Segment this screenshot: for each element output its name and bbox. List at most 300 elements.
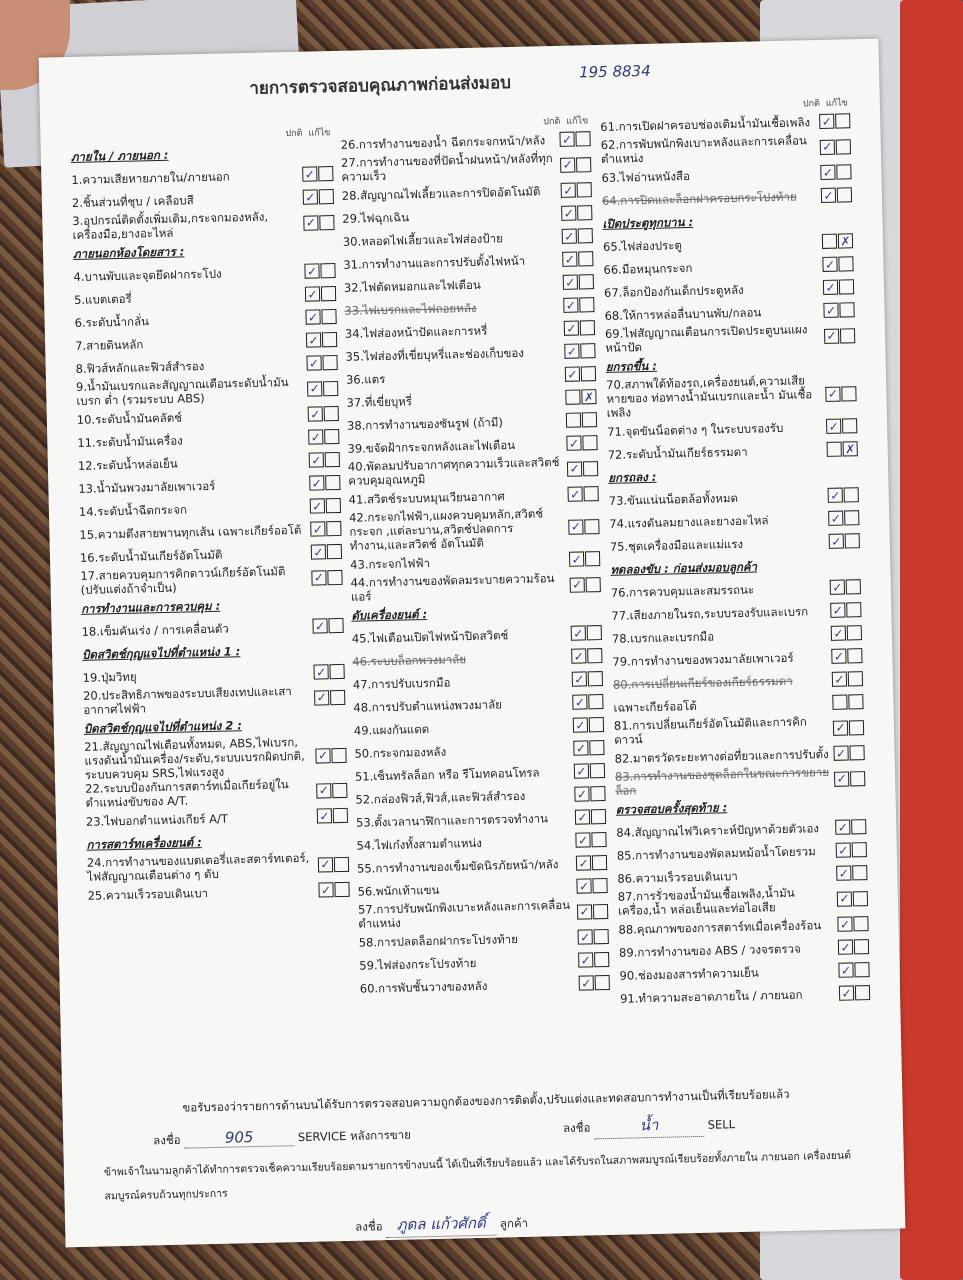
item-label: ยกรถลง : [608, 469, 657, 485]
checkbox-pair [831, 648, 862, 664]
normal-checkbox[interactable]: ✓ [570, 577, 585, 592]
fix-checkbox[interactable] [580, 320, 595, 335]
item-label: 20.ประสิทธิภาพของระบบเสียงเทปและเสาอากาศไฟฟ้า [82, 684, 292, 717]
fix-checkbox[interactable] [582, 435, 597, 450]
fix-checkbox[interactable] [836, 164, 851, 179]
fix-checkbox[interactable] [854, 962, 869, 977]
fix-checkbox[interactable]: ✗ [838, 233, 853, 248]
checkbox-pair [836, 865, 867, 881]
normal-checkbox[interactable]: ✓ [303, 189, 318, 204]
fix-checkbox[interactable] [590, 763, 605, 778]
normal-checkbox[interactable]: ✓ [317, 808, 332, 823]
item-label: 69.ไฟสัญญาณเตือนการเปิดประตูบนแผงหน้าปัด [604, 322, 808, 355]
normal-checkbox[interactable]: ✓ [307, 381, 322, 396]
item-label: ดับเครื่องยนต์ : [351, 606, 428, 623]
fix-checkbox[interactable] [327, 544, 342, 559]
normal-checkbox[interactable]: ✓ [306, 332, 321, 347]
fix-checkbox[interactable] [334, 856, 349, 871]
fix-checkbox[interactable] [838, 256, 853, 271]
item-label: 15.ความตึงสายพานทุกเส้น เฉพาะเกียร์ออโต้ [79, 522, 302, 542]
fix-checkbox[interactable] [324, 429, 339, 444]
fix-checkbox[interactable] [327, 569, 342, 584]
rows-container [71, 139, 350, 907]
checkbox-pair [311, 569, 342, 585]
normal-checkbox[interactable]: ✓ [833, 745, 848, 760]
fix-checkbox[interactable] [853, 891, 868, 906]
normal-checkbox[interactable]: ✓ [316, 783, 331, 798]
item-label: 38.การทำงานของซันรูฟ (ถ้ามี) [346, 414, 504, 433]
fix-checkbox[interactable] [848, 671, 863, 686]
fix-checkbox[interactable] [329, 664, 344, 679]
fix-checkbox[interactable] [584, 519, 599, 534]
normal-checkbox[interactable]: ✓ [566, 435, 581, 450]
fix-checkbox[interactable] [836, 139, 851, 154]
normal-checkbox[interactable]: ✓ [564, 343, 579, 358]
fix-checkbox[interactable] [328, 618, 343, 633]
normal-checkbox[interactable]: ✓ [561, 183, 576, 198]
item-label: 57.การปรับพนักพิงเบาะหลังและการเคลื่อน ตำแหน่ง [357, 897, 571, 931]
checklist-column-3 [600, 95, 871, 1009]
sign-label: ลงชื่อ [153, 1132, 181, 1148]
normal-checkbox[interactable]: ✓ [572, 694, 587, 709]
normal-checkbox[interactable]: ✓ [312, 618, 327, 633]
fix-checkbox[interactable] [854, 939, 869, 954]
fix-checkbox[interactable] [853, 916, 868, 931]
item-label: 28.สัญญาณไฟเลี้ยวและการปิดอัตโนมัติ [341, 183, 541, 203]
normal-checkbox[interactable]: ✓ [578, 929, 593, 944]
item-label: 61.การเปิดฝาครอบช่องเติมน้ำมันเชื้อเพลิง [600, 114, 811, 134]
normal-checkbox[interactable]: ✓ [820, 165, 835, 180]
item-label: 51.เซ็นทรัลล็อก หรือ รีโมทคอนโทรล [354, 765, 540, 784]
item-label: 31.การทำงานและการปรับตั้งไฟหน้า [343, 253, 526, 272]
normal-checkbox[interactable]: ✓ [838, 962, 853, 977]
fix-checkbox[interactable] [591, 832, 606, 847]
fix-checkbox[interactable] [589, 717, 604, 732]
checkbox-pair [574, 763, 605, 779]
fix-checkbox[interactable] [324, 406, 339, 421]
fix-checkbox[interactable]: ✗ [581, 389, 596, 404]
fix-checkbox[interactable] [321, 286, 336, 301]
fix-checkbox[interactable] [839, 279, 854, 294]
normal-checkbox[interactable]: ✓ [315, 748, 330, 763]
fix-checkbox[interactable] [319, 189, 334, 204]
normal-checkbox[interactable]: ✓ [309, 452, 324, 467]
checkbox-pair [310, 498, 341, 514]
item-label: ยกรถขึ้น : [605, 358, 658, 374]
normal-checkbox[interactable]: ✓ [567, 461, 582, 476]
normal-checkbox[interactable] [827, 442, 842, 457]
checkbox-pair [315, 747, 346, 763]
fix-checkbox[interactable] [846, 602, 861, 617]
normal-checkbox[interactable]: ✓ [839, 985, 854, 1000]
checkbox-pair [307, 380, 338, 396]
item-label: ตรวจสอบครั้งสุดท้าย : [615, 799, 728, 817]
checkbox-pair [573, 740, 604, 756]
normal-checkbox[interactable]: ✓ [575, 809, 590, 824]
normal-checkbox[interactable]: ✓ [820, 139, 835, 154]
fix-header: แก้ไข [566, 116, 589, 127]
item-label: 91.ทำความสะอาดภายใน / ภายนอก [619, 987, 803, 1006]
item-label: 81.การเปลี่ยนเกียร์อัตโนมัติและการคิกดาวน์ [613, 714, 807, 747]
normal-checkbox[interactable]: ✓ [573, 740, 588, 755]
fix-checkbox[interactable] [842, 418, 857, 433]
fix-checkbox[interactable] [593, 903, 608, 918]
fix-checkbox[interactable] [848, 694, 863, 709]
item-label: 44.การทำงานของพัดลมระบายความร้อนแอร์ [350, 571, 555, 604]
normal-checkbox[interactable]: ✓ [572, 671, 587, 686]
normal-checkbox[interactable]: ✓ [306, 355, 321, 370]
fix-checkbox[interactable] [588, 694, 603, 709]
checkbox-pair [578, 952, 609, 968]
item-label: 49.แผงกันแดด [353, 721, 430, 738]
fix-checkbox[interactable]: ✗ [843, 441, 858, 456]
checkbox-pair [825, 386, 856, 402]
checkbox-pair [579, 975, 610, 991]
normal-checkbox[interactable]: ✓ [571, 648, 586, 663]
normal-checkbox[interactable]: ✓ [305, 286, 320, 301]
normal-checkbox[interactable]: ✓ [302, 166, 317, 181]
normal-checkbox[interactable]: ✓ [830, 580, 845, 595]
item-label: 13.น้ำมันพวงมาลัยเพาเวอร์ [78, 478, 216, 496]
checkbox-pair [828, 487, 859, 503]
item-label: 72.ระดับน้ำมันเกียร์ธรรมดา [607, 444, 748, 462]
normal-checkbox[interactable]: ✓ [822, 257, 837, 272]
fix-checkbox[interactable] [318, 166, 333, 181]
normal-checkbox[interactable]: ✓ [838, 939, 853, 954]
fix-checkbox[interactable] [847, 648, 862, 663]
normal-checkbox[interactable]: ✓ [837, 891, 852, 906]
normal-checkbox[interactable]: ✓ [564, 320, 579, 335]
normal-checkbox[interactable]: ✓ [826, 419, 841, 434]
normal-checkbox[interactable]: ✓ [823, 280, 838, 295]
normal-checkbox[interactable]: ✓ [569, 551, 584, 566]
checkbox-pair [311, 544, 342, 560]
fix-checkbox[interactable] [592, 878, 607, 893]
fix-checkbox[interactable] [852, 842, 867, 857]
fix-checkbox[interactable] [586, 577, 601, 592]
checkbox-pair [563, 274, 594, 290]
fix-checkbox[interactable] [580, 343, 595, 358]
fix-checkbox[interactable] [582, 412, 597, 427]
item-label: 5.แบตเตอรี่ [73, 291, 132, 307]
normal-checkbox[interactable]: ✓ [579, 975, 594, 990]
item-label: 11.ระดับน้ำมันเครื่อง [77, 433, 183, 450]
fix-checkbox[interactable] [849, 720, 864, 735]
item-label: 39.ขจัดฝ้ากระจกหลังและไฟเตือน [347, 437, 516, 456]
normal-checkbox[interactable]: ✓ [574, 786, 589, 801]
normal-checkbox[interactable]: ✓ [834, 771, 849, 786]
item-label: 37.ที่เขี่ยบุหรี่ [346, 393, 413, 410]
normal-checkbox[interactable]: ✓ [837, 916, 852, 931]
normal-checkbox[interactable]: ✓ [562, 252, 577, 267]
checklist-item [80, 563, 343, 597]
fix-checkbox[interactable] [326, 498, 341, 513]
normal-checkbox[interactable]: ✓ [318, 882, 333, 897]
certify-text: ขอรับรองว่ารายการด้านบนได้รับการตรวจสอบความถูกต้องของการติดตั้ง,ปรับแต่งและทดสอบการทำงานเป็นที่เรียบร้อยแล้ว [182, 1086, 790, 1115]
item-label: 24.การทำงานของแบตเตอรี่และสตาร์ทเตอร์, ไฟสัญญาณเตือนต่าง ๆ ดับ [86, 850, 310, 884]
fix-checkbox[interactable] [583, 486, 598, 501]
item-label: 76.การควบคุมและสมรรถนะ [610, 582, 755, 600]
checkbox-pair [820, 139, 851, 155]
signature-footer [92, 1084, 882, 1234]
fix-checkbox[interactable] [575, 131, 590, 146]
fix-checkbox[interactable] [334, 882, 349, 897]
checklist-item [350, 570, 601, 604]
fix-checkbox[interactable] [585, 551, 600, 566]
normal-checkbox[interactable]: ✓ [310, 498, 325, 513]
normal-checkbox[interactable]: ✓ [825, 386, 840, 401]
normal-checkbox[interactable]: ✓ [828, 488, 843, 503]
normal-checkbox[interactable]: ✓ [573, 717, 588, 732]
checkbox-pair [305, 309, 336, 325]
checkbox-pair [836, 842, 867, 858]
item-label: 73.ขันแน่นน็อตล้อทั้งหมด [608, 490, 739, 508]
normal-checkbox[interactable]: ✓ [577, 904, 592, 919]
fix-checkbox[interactable] [850, 771, 865, 786]
fix-checkbox[interactable] [332, 782, 347, 797]
checkbox-pair [318, 856, 349, 872]
checkbox-pair [308, 406, 339, 422]
item-label: 85.การทำงานของพัดลมหม้อน้ำโดยรวม [616, 843, 816, 863]
checkbox-pair [313, 664, 344, 680]
normal-checkbox[interactable] [566, 412, 581, 427]
normal-checkbox[interactable]: ✓ [563, 275, 578, 290]
item-label: 46.ระบบล็อกพวงมาลัย [352, 651, 467, 669]
fix-checkbox[interactable] [837, 187, 852, 202]
fix-checkbox[interactable] [322, 332, 337, 347]
item-label: 88.คุณภาพของการสตาร์ทเมื่อเครื่องร้อน [618, 917, 822, 937]
fix-checkbox[interactable] [851, 819, 866, 834]
fix-checkbox[interactable] [321, 309, 336, 324]
fix-checkbox[interactable] [849, 745, 864, 760]
normal-checkbox[interactable]: ✓ [824, 328, 839, 343]
fix-checkbox[interactable] [333, 808, 348, 823]
normal-checkbox[interactable]: ✓ [828, 511, 843, 526]
checkbox-pair [567, 486, 598, 502]
item-label: 84.สัญญาณไฟวิเคราะห์ปัญหาด้วยตัวเอง [616, 820, 820, 840]
service-role: SERVICE หลังการขาย [297, 1127, 412, 1145]
normal-checkbox[interactable]: ✓ [308, 429, 323, 444]
fix-checkbox[interactable] [591, 809, 606, 824]
fix-checkbox[interactable] [331, 747, 346, 762]
normal-checkbox[interactable]: ✓ [305, 309, 320, 324]
checkbox-pair [564, 320, 595, 336]
checkbox-pair [833, 745, 864, 761]
normal-checkbox[interactable] [832, 694, 847, 709]
fix-checkbox[interactable] [587, 625, 602, 640]
item-label: 82.มาตรวัดระยะทางต่อที่ยวและการปรับตั้ง [614, 746, 829, 766]
fix-checkbox[interactable] [595, 975, 610, 990]
checklist-column-1 [70, 125, 350, 907]
normal-checkbox[interactable]: ✓ [318, 857, 333, 872]
normal-checkbox[interactable]: ✓ [836, 842, 851, 857]
normal-checkbox[interactable]: ✓ [304, 263, 319, 278]
normal-checkbox[interactable] [565, 389, 580, 404]
checkbox-pair [830, 579, 861, 595]
fix-checkbox[interactable] [323, 380, 338, 395]
checkbox-pair [819, 113, 850, 129]
fix-checkbox[interactable] [840, 328, 855, 343]
checklist-item [606, 372, 857, 420]
checkbox-pair [838, 939, 869, 955]
fix-checkbox[interactable] [590, 786, 605, 801]
fix-checkbox[interactable] [845, 533, 860, 548]
normal-checkbox[interactable]: ✓ [832, 672, 847, 687]
sell-signature-line [563, 1111, 736, 1140]
fix-checkbox[interactable] [325, 475, 340, 490]
fix-checkbox[interactable] [576, 157, 591, 172]
normal-checkbox[interactable]: ✓ [568, 519, 583, 534]
checkbox-pair [832, 671, 863, 687]
normal-checkbox[interactable]: ✓ [576, 878, 591, 893]
normal-checkbox[interactable]: ✓ [309, 475, 324, 490]
item-label: 62.การพับพนักพิงเบาะหลังและการเคลื่อน ตำแหน่ง [600, 133, 807, 166]
fix-checkbox[interactable] [855, 985, 870, 1000]
fix-checkbox[interactable] [579, 297, 594, 312]
sign-label: ลงชื่อ [562, 1120, 591, 1136]
normal-checkbox[interactable]: ✓ [571, 625, 586, 640]
fix-checkbox[interactable] [588, 671, 603, 686]
checkbox-pair [303, 215, 334, 231]
normal-checkbox[interactable]: ✓ [830, 603, 845, 618]
item-label: 34.ไฟส่องหน้าปัดและการหรี่ [344, 323, 488, 341]
normal-checkbox[interactable]: ✓ [829, 534, 844, 549]
checklist-item [348, 454, 599, 488]
normal-checkbox[interactable]: ✓ [310, 521, 325, 536]
normal-checkbox[interactable]: ✓ [831, 649, 846, 664]
item-label: 77.เสียงภายในรถ,ระบบรองรับและเบรก [611, 603, 809, 623]
fix-checkbox[interactable] [847, 625, 862, 640]
fix-checkbox[interactable] [592, 855, 607, 870]
checkbox-pair [560, 157, 591, 173]
fix-checkbox[interactable] [835, 113, 850, 128]
fix-checkbox[interactable] [577, 182, 592, 197]
item-label: 23.ไฟบอกตำแหน่งเกียร์ A/T [85, 811, 229, 829]
fix-checkbox[interactable] [579, 274, 594, 289]
normal-checkbox[interactable]: ✓ [578, 952, 593, 967]
checkbox-pair [567, 461, 598, 477]
fix-checkbox[interactable] [587, 648, 602, 663]
fix-checkbox[interactable] [594, 952, 609, 967]
normal-checkbox[interactable]: ✓ [831, 626, 846, 641]
item-label: 29.ไฟฉุกเฉิน [342, 209, 410, 226]
checkbox-pair [576, 878, 607, 894]
fix-checkbox[interactable] [594, 929, 609, 944]
item-label: 36.แตร [345, 371, 386, 387]
fix-checkbox[interactable] [320, 263, 335, 278]
checkbox-pair [573, 717, 604, 733]
item-label: ภายใน / ภายนอก : [70, 147, 169, 164]
item-label: 64.การปิดและล็อกฝาครอบกระโปงท้าย [601, 189, 797, 208]
customer-role: ลูกค้า [499, 1215, 529, 1231]
customer-signature: ภูดล แก้วศักดิ์ [386, 1211, 497, 1238]
checkbox-pair [570, 577, 601, 593]
fix-checkbox[interactable] [319, 215, 334, 230]
item-label: 74.แรงดันลมยางและยางอะไหล่ [609, 512, 769, 531]
normal-checkbox[interactable]: ✓ [823, 303, 838, 318]
fix-checkbox[interactable] [589, 740, 604, 755]
fix-checkbox[interactable] [577, 205, 592, 220]
fix-checkbox[interactable] [581, 366, 596, 381]
checklist-item [614, 713, 865, 747]
handwritten-code: 195 8834 [578, 61, 651, 82]
fix-checkbox[interactable] [326, 521, 341, 536]
normal-checkbox[interactable]: ✓ [311, 570, 326, 585]
item-label: 55.การทำงานของเข็มขัดนิรภัยหน้า/หลัง [356, 856, 559, 876]
customer-signature-line [355, 1210, 528, 1239]
normal-checkbox[interactable]: ✓ [303, 215, 318, 230]
fix-checkbox[interactable] [844, 510, 859, 525]
sign-label: ลงชื่อ [355, 1219, 383, 1234]
fix-checkbox[interactable] [330, 689, 345, 704]
item-label: 67.ล็อกป้องกันเด็กประตูหลัง [603, 282, 744, 300]
checkbox-pair [829, 533, 860, 549]
checkbox-pair [303, 189, 334, 205]
normal-checkbox[interactable]: ✓ [314, 690, 329, 705]
checkbox-pair [820, 164, 851, 180]
fix-checkbox[interactable] [839, 302, 854, 317]
item-label: 90.ช่องมองสารทำความเย็น [619, 965, 759, 983]
normal-checkbox[interactable]: ✓ [833, 720, 848, 735]
fix-checkbox[interactable] [852, 865, 867, 880]
normal-checkbox[interactable]: ✓ [835, 819, 850, 834]
item-label: 59.ไฟส่องกระโปรงท้าย [359, 955, 477, 973]
normal-checkbox[interactable]: ✓ [563, 298, 578, 313]
normal-checkbox[interactable]: ✓ [567, 486, 582, 501]
item-label: 26.การทำงานของน้ำ ฉีดกระจกหน้า/หลัง [340, 132, 546, 152]
checkbox-pair [559, 131, 590, 147]
normal-checkbox[interactable]: ✓ [559, 132, 574, 147]
checkbox-pair [562, 228, 593, 244]
checkbox-pair [310, 521, 341, 537]
normal-checkbox[interactable]: ✓ [565, 366, 580, 381]
normal-checkbox[interactable]: ✓ [575, 832, 590, 847]
normal-checkbox[interactable]: ✓ [576, 855, 591, 870]
normal-checkbox[interactable]: ✓ [313, 664, 328, 679]
item-label: 80.การเปลี่ยนเกียร์ของเกียร์ธรรมดา [612, 673, 793, 692]
normal-checkbox[interactable]: ✓ [574, 763, 589, 778]
item-label: 33.ไฟเบรกและไฟถอยหลัง [344, 300, 477, 318]
fix-checkbox[interactable] [578, 228, 593, 243]
checkbox-pair [576, 855, 607, 871]
normal-checkbox[interactable]: ✓ [311, 544, 326, 559]
item-label: 40.พัดลมปรับอากาศทุกความเร็วและสวิตช์ ควบคุมอุณหภูมิ [347, 454, 560, 488]
checklist-item [358, 897, 609, 931]
normal-checkbox[interactable]: ✓ [562, 229, 577, 244]
normal-checkbox[interactable]: ✓ [560, 157, 575, 172]
fix-checkbox[interactable] [841, 386, 856, 401]
checkbox-pair [565, 389, 596, 405]
item-label: 66.มือหมุนกระจก [603, 260, 693, 277]
fix-checkbox[interactable] [322, 355, 337, 370]
fix-checkbox[interactable] [325, 452, 340, 467]
normal-checkbox[interactable]: ✓ [561, 206, 576, 221]
fix-checkbox[interactable] [844, 487, 859, 502]
normal-checkbox[interactable]: ✓ [836, 865, 851, 880]
fix-checkbox[interactable] [583, 461, 598, 476]
checklist-item [360, 971, 610, 1000]
fix-checkbox[interactable] [846, 579, 861, 594]
inspection-sheet [39, 39, 906, 1248]
item-label: ทดลองขับ : ก่อนส่งมอบลูกค้า [610, 559, 758, 577]
checkbox-pair [823, 302, 854, 318]
checkbox-pair [834, 771, 865, 787]
fix-checkbox[interactable] [578, 251, 593, 266]
normal-checkbox[interactable]: ✓ [308, 406, 323, 421]
normal-checkbox[interactable]: ✓ [819, 114, 834, 129]
normal-checkbox[interactable]: ✓ [821, 188, 836, 203]
normal-checkbox[interactable] [822, 234, 837, 249]
